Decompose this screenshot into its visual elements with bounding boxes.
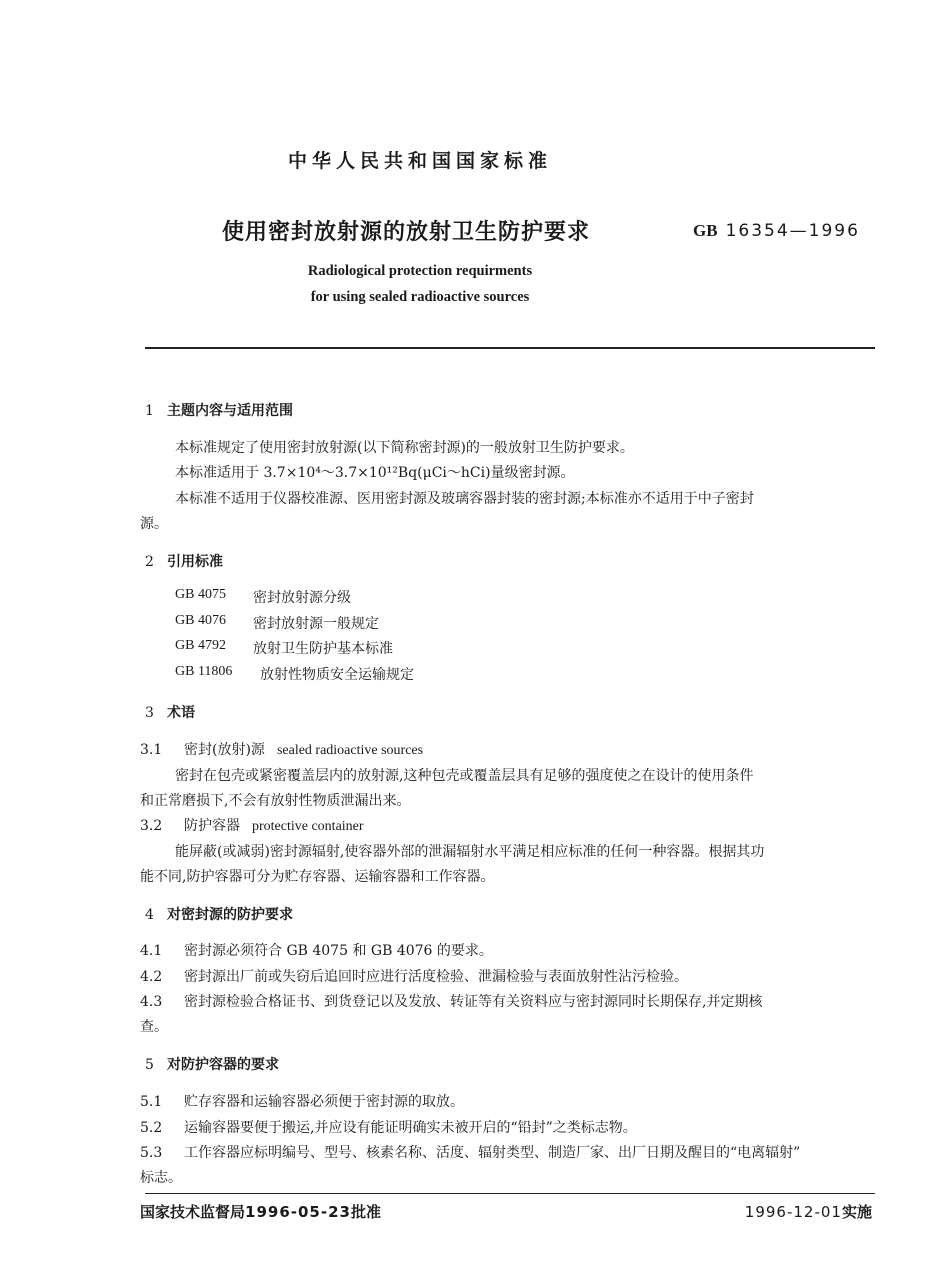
reference-title: 放射卫生防护基本标准	[253, 641, 393, 657]
clause-number: 5.1	[140, 1094, 163, 1110]
standard-code	[693, 221, 860, 241]
term-3-2	[140, 815, 364, 835]
footer-divider	[145, 1193, 875, 1194]
section-title: 引用标准	[167, 554, 223, 570]
clause-number: 4.1	[140, 943, 163, 959]
term-cn: 密封(放射)源	[184, 742, 265, 758]
clause-text: 工作容器应标明编号、型号、核素名称、活度、辐射类型、制造厂家、出厂日期及醒目的“电离辐射”	[184, 1145, 801, 1161]
clause-4-3	[140, 991, 762, 1011]
term-cn: 防护容器	[184, 818, 240, 834]
standard-org-title: 中华人民共和国国家标准	[287, 150, 552, 172]
document-title-cn: 使用密封放射源的放射卫生防护要求	[222, 220, 591, 245]
reference-title: 密封放射源分级	[253, 590, 351, 606]
clause-number: 5.3	[140, 1145, 163, 1161]
clause-text: 密封源必须符合 GB 4075 和 GB 4076 的要求。	[184, 943, 493, 959]
paragraph: 密封在包壳或紧密覆盖层内的放射源,这种包壳或覆盖层具有足够的强度使之在设计的使用条件	[175, 768, 754, 784]
clause-text: 密封源检验合格证书、到货登记以及发放、转证等有关资料应与密封源同时长期保存,并定期核	[184, 994, 763, 1010]
reference-code: GB 4792	[175, 638, 226, 653]
paragraph: 本标准规定了使用密封放射源(以下简称密封源)的一般放射卫生防护要求。	[175, 440, 634, 456]
clause-number: 5.2	[140, 1120, 163, 1136]
reference-title: 放射性物质安全运输规定	[260, 667, 414, 683]
section-number: 3	[145, 705, 154, 721]
clause-text: 运输容器要便于搬运,并应设有能证明确实未被开启的“铅封”之类标志物。	[184, 1120, 637, 1136]
approval-date: 1996-05-23	[245, 1203, 351, 1221]
header-divider	[145, 347, 875, 349]
clause-5-2	[140, 1117, 637, 1137]
section-number: 1	[145, 403, 154, 419]
section-3-heading	[145, 702, 195, 722]
section-1-heading	[145, 400, 293, 420]
implementation-word: 实施	[841, 1203, 872, 1221]
section-title: 对密封源的防护要求	[167, 907, 293, 923]
paragraph: 能屏蔽(或减弱)密封源辐射,使容器外部的泄漏辐射水平满足相应标准的任何一种容器。根据其功	[175, 844, 765, 860]
clause-5-3	[140, 1142, 800, 1162]
paragraph-continuation: 能不同,防护容器可分为贮存容器、运输容器和工作容器。	[140, 869, 495, 885]
section-number: 2	[145, 554, 154, 570]
paragraph: 本标准不适用于仪器校准源、医用密封源及玻璃容器封装的密封源;本标准亦不适用于中子密封	[175, 491, 754, 507]
section-2-heading	[145, 551, 223, 571]
paragraph-continuation: 标志。	[140, 1170, 182, 1186]
section-number: 5	[145, 1057, 154, 1073]
paragraph: 本标准适用于 3.7×10⁴～3.7×10¹²Bq(μCi～hCi)量级密封源。	[175, 465, 575, 481]
implementation-line	[600, 1201, 872, 1222]
clause-text: 密封源出厂前或失窃后追回时应进行活度检验、泄漏检验与表面放射性沾污检验。	[184, 969, 688, 985]
reference-code: GB 4075	[175, 587, 226, 602]
clause-text: 贮存容器和运输容器必须便于密封源的取放。	[184, 1094, 464, 1110]
approval-word: 批准	[350, 1203, 381, 1221]
clause-4-1	[140, 940, 493, 960]
paragraph-continuation: 源。	[140, 516, 168, 532]
reference-code: GB 11806	[175, 664, 233, 679]
paragraph-continuation: 和正常磨损下,不会有放射性物质泄漏出来。	[140, 793, 411, 809]
term-3-1	[140, 739, 423, 759]
clause-number: 4.2	[140, 969, 163, 985]
reference-code: GB 4076	[175, 613, 226, 628]
section-5-heading	[145, 1054, 279, 1074]
clause-number: 4.3	[140, 994, 163, 1010]
section-4-heading	[145, 904, 293, 924]
section-number: 4	[145, 907, 154, 923]
implementation-date: 1996-12-01	[744, 1203, 842, 1221]
term-en: sealed radioactive sources	[276, 743, 424, 758]
approval-org: 国家技术监督局	[140, 1203, 246, 1221]
standard-code-prefix: GB	[693, 221, 718, 240]
paragraph-continuation: 查。	[140, 1019, 168, 1035]
reference-title: 密封放射源一般规定	[253, 616, 379, 632]
document-title-en-line1: Radiological protection requirments	[307, 263, 533, 279]
section-title: 对防护容器的要求	[167, 1057, 279, 1073]
section-title: 主题内容与适用范围	[167, 403, 293, 419]
clause-5-1	[140, 1091, 464, 1111]
approval-line	[140, 1201, 381, 1222]
standard-code-number: 16354—1996	[725, 221, 860, 241]
term-en: protective container	[252, 819, 364, 834]
document-title-en-line2: for using sealed radioactive sources	[310, 289, 530, 305]
section-title: 术语	[167, 705, 195, 721]
clause-4-2	[140, 966, 688, 986]
term-number: 3.1	[140, 742, 163, 758]
term-number: 3.2	[140, 818, 163, 834]
